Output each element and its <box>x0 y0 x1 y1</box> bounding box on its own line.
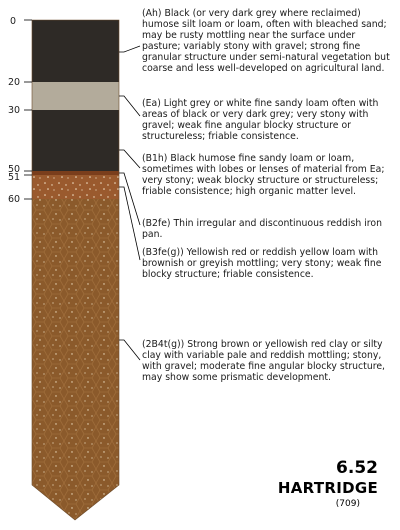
leader-line-ah <box>119 46 140 52</box>
horizon-ea-description: (Ea) Light grey or white fine sandy loam often with areas of black or very dark grey; very stony with gravel; weak fine angular blocky structure or structureless; friable consistence. <box>142 98 379 142</box>
profile-number: 6.52 <box>336 458 378 478</box>
leader-line-ea <box>119 96 140 116</box>
horizon-b3fe-band <box>32 175 119 199</box>
horizon-b1h-band <box>32 110 119 171</box>
depth-scale <box>8 16 32 205</box>
horizon-b3fe-description: (B3fe(g)) Yellowish red or reddish yellow loam with brownish or greyish mottling; very stony; weak fine blocky structure; friable consistence. <box>142 247 382 280</box>
horizon-b2fe-band <box>32 171 119 175</box>
leader-line-b1h <box>119 150 140 168</box>
profile-name: HARTRIDGE <box>277 479 378 497</box>
depth-tick-label: 50 <box>8 164 21 175</box>
depth-tick-label: 30 <box>8 105 21 116</box>
depth-tick-label: 20 <box>8 77 21 88</box>
horizon-ea-band <box>32 82 119 110</box>
leader-lines <box>119 46 140 360</box>
profile-code: (709) <box>335 499 360 509</box>
leader-line-b2fe <box>119 173 140 225</box>
horizon-2b4t-description: (2B4t(g)) Strong brown or yellowish red clay or silty clay with variable pale and reddish mottling; stony, with gravel; moderate fine angular blocky structure, may show some prismatic development. <box>142 339 385 383</box>
horizon-ah-band <box>32 20 119 82</box>
depth-tick-label: 51 <box>8 172 21 183</box>
leader-line-2b4t <box>119 340 140 360</box>
horizon-ah-description: (Ah) Black (or very dark grey where reclaimed) humose silt loam or loam, often with bleached sand; may be rusty mottling near the surface under pasture; variably stony with gravel; strong fine granular structure under semi-natural vegetation but coarse and less well-developed on agricultural land. <box>142 8 390 74</box>
horizon-b2fe-description: (B2fe) Thin irregular and discontinuous reddish iron pan. <box>142 218 382 240</box>
horizon-b1h-description: (B1h) Black humose fine sandy loam or loam, sometimes with lobes or lenses of material from Ea; very stony; weak blocky structure or structureless; friable consistence; high organic matter level. <box>142 153 385 197</box>
horizon-2b4t-band <box>32 199 119 520</box>
leader-line-b3fe <box>119 187 140 260</box>
depth-tick-label: 60 <box>8 194 21 205</box>
depth-tick-label: 0 <box>10 16 17 27</box>
